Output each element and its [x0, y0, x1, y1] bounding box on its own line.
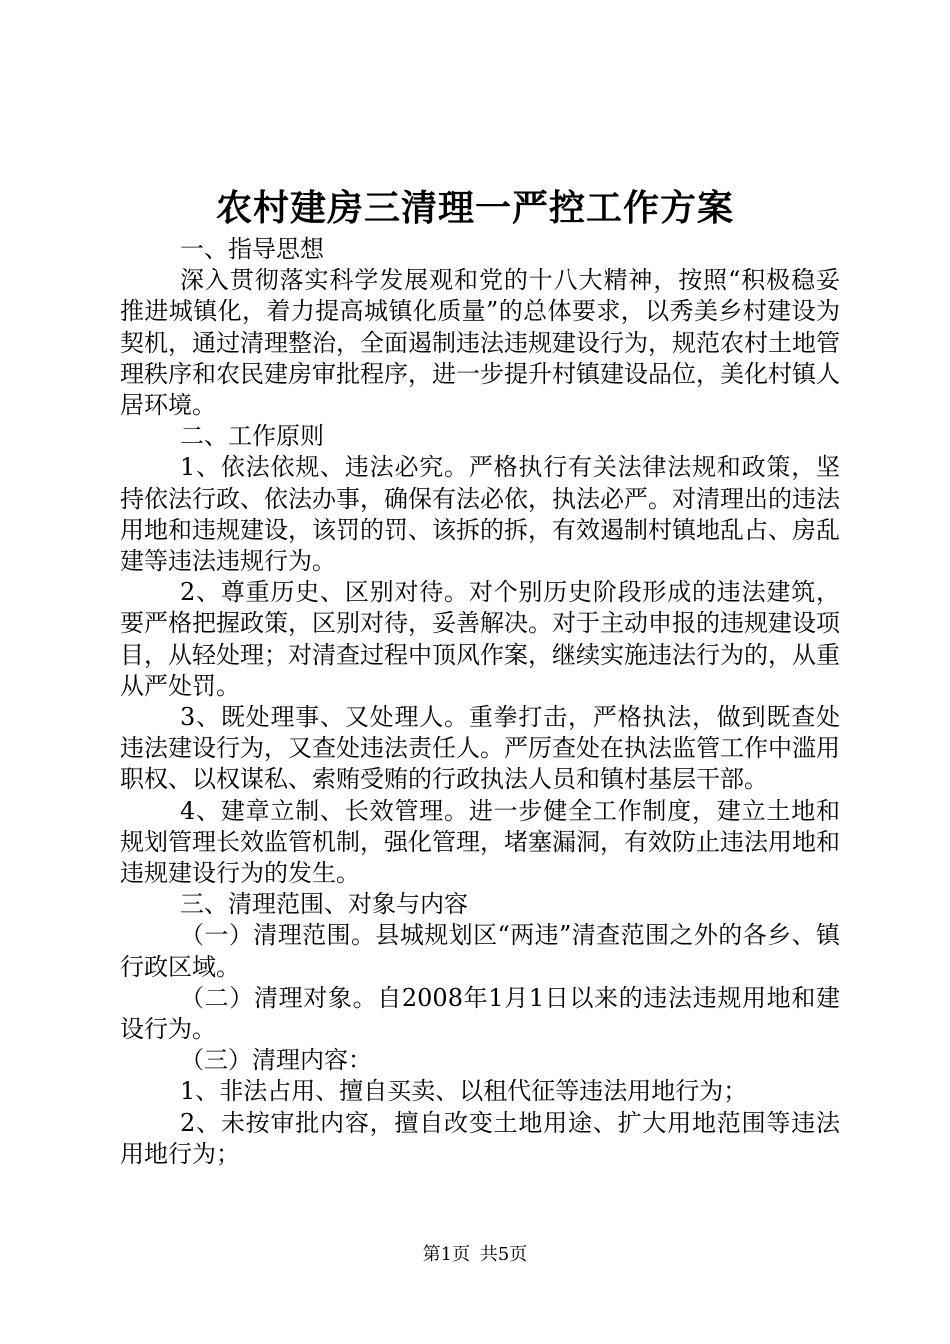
paragraph-content-item-1: 1、非法占用、擅自买卖、以租代征等违法用地行为； [180, 1077, 748, 1106]
paragraph-targets: （二）清理对象。自2008年1月1日以来的违法违规用地和建设行为。 [120, 983, 840, 1044]
page-total: 共5页 [479, 1244, 528, 1265]
section-heading-scope: 三、清理范围、对象与内容 [180, 890, 468, 919]
document-body [120, 234, 840, 1170]
page-footer [0, 1243, 950, 1267]
paragraph-principle-1: 1、依法依规、违法必究。严格执行有关法律法规和政策，坚持依法行政、依法办事，确保有法必依，执法必严。对清理出的违法用地和违规建设，该罚的罚、该拆的拆，有效遏制村镇地乱占、房乱建等违法违规行为。 [120, 453, 840, 576]
paragraph-principle-3: 3、既处理事、又处理人。重拳打击，严格执法，做到既查处违法建设行为，又查处违法责任人。严厉查处在执法监管工作中滥用职权、以权谋私、索贿受贿的行政执法人员和镇村基层干部。 [120, 703, 840, 794]
section-heading-guiding-ideology: 一、指导思想 [180, 235, 324, 263]
paragraph-content-item-2: 2、未按审批内容，擅自改变土地用途、扩大用地范围等违法用地行为； [120, 1108, 840, 1168]
paragraph-scope: （一）清理范围。县城规划区“两违”清查范围之外的各乡、镇行政区域。 [120, 921, 840, 981]
section-heading-work-principles: 二、工作原则 [180, 422, 324, 451]
page-number: 第1页 [422, 1244, 471, 1265]
paragraph-contents-heading: （三）清理内容： [180, 1046, 372, 1075]
paragraph-principle-2: 2、尊重历史、区别对待。对个别历史阶段形成的违法建筑，要严格把握政策，区别对待，妥善解决。对于主动申报的违规建设项目，从轻处理；对清查过程中顶风作案，继续实施违法行为的，从重从严处罚。 [120, 578, 840, 700]
document-title: 农村建房三清理一严控工作方案 [215, 187, 734, 229]
paragraph-guiding-ideology: 深入贯彻落实科学发展观和党的十八大精神，按照“积极稳妥推进城镇化，着力提高城镇化质量”的总体要求，以秀美乡村建设为契机，通过清理整治，全面遏制违法违规建设行为，规范农村土地管理秩序和农民建房审批程序，进一步提升村镇建设品位，美化村镇人居环境。 [120, 266, 840, 420]
paragraph-principle-4: 4、建章立制、长效管理。进一步健全工作制度，建立土地和规划管理长效监管机制，强化管理，堵塞漏洞，有效防止违法用地和违规建设行为的发生。 [120, 796, 840, 888]
